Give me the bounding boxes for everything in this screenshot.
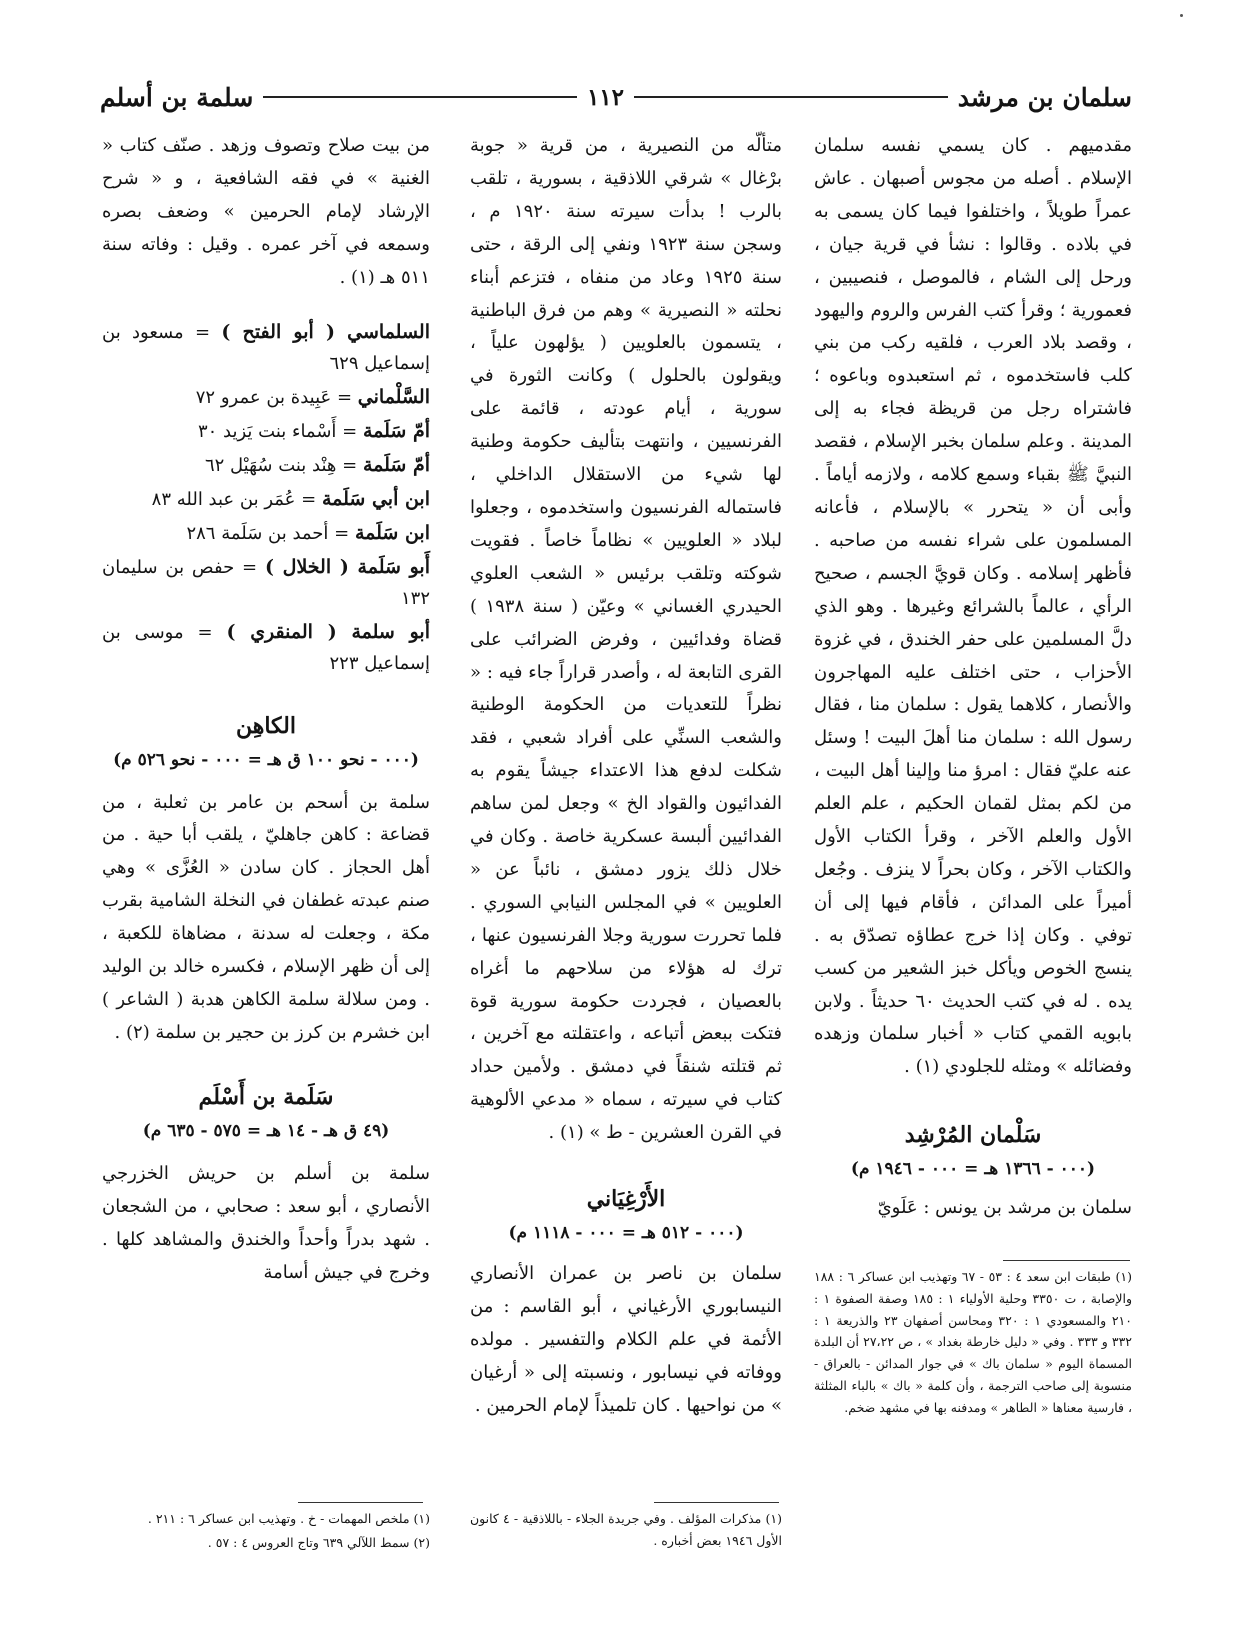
entry-title-kahin: الكاهِن <box>235 712 297 739</box>
cross-reference-name: السلماسي ( أبو الفتح ) <box>221 320 430 343</box>
footnote-rule-left <box>298 1502 423 1503</box>
cross-reference-name: أَبو سَلَمة ( الخلال ) <box>264 555 430 578</box>
cross-reference-item <box>102 450 430 481</box>
footnote-left-1: (١) ملخص المهمات - خ . وتهذيب ابن عساكر ٦ : ٢١١ . <box>147 1511 430 1526</box>
cross-reference-item <box>102 416 430 447</box>
entry-text-salama-ibn-aslam: سلمة بن أسلم بن حريش الخزرجي الأنصاري ، أبو سعد : صحابي ، من الشجعان . شهد بدراً وأحداً والخندق والمشاهد كلها . وخرج في جيش أسامة <box>102 1162 430 1283</box>
salman-murshid-continued-text: متألّه من النصيرية ، من قرية « جوبة برْغال » شرقي اللاذقية ، بسورية ، تلقب بالرب ! بدأت سيرته سنة ١٩٢٠ م ، وسجن سنة ١٩٢٣ ونفي إلى الرقة ، حتى سنة ١٩٢٥ وعاد من منفاه ، فتزعم أبناء نحلته « النصيرية » وهم من فرق الباطنية ، يتسمون بالعلويين ( يؤلهون علياً ، ويقولون بالحلول ) وكانت الثورة في سورية ، أيام عودته ، قائمة على الفرنسيين ، وانتهت بتأليف حكومة وطنية لها شيء من الاستقلال الداخلي ، فاستماله الفرنسيون واستخدموه ، وجعلوا لبلاد « العلويين » نظاماً خاصاً . فقويت شوكته وتلقب برئيس « الشعب العلوي الحيدري الغساني » وعيّن ( سنة ١٩٣٨ ) قضاة وفدائيين ، وفرض الضرائب على القرى التابعة له ، وأصدر قراراً جاء فيه : « نظراً للتعديات من الحكومة الوطنية والشعب السنِّي على أفراد شعبي ، فقد شكلت لدفع هذا الاعتداء جيشاً يقوم به الفدائيون والقواد الخ » وجعل لمن ساهم الفدائيين ألبسة عسكرية خاصة . وكان في خلال ذلك يزور دمشق ، نائباً عن « العلويين » في المجلس النيابي السوري . فلما تحررت سورية وجلا الفرنسيون عنها ، ترك له هؤلاء من سلاحهم ما أغراه بالعصيان ، فجردت حكومة سورية قوة فتكت ببعض أتباعه ، واعتقلته مع آخرين ، ثم قتلته شنقاً في دمشق . ولأمين حداد كتاب في سيرته ، سماه « مدعي الألوهية في القرن العشرين - ط » (١) . <box>470 135 783 1144</box>
entry-title-arghiyani: الأَرْغِيَاني <box>586 1186 666 1213</box>
cross-reference-list <box>102 317 430 679</box>
page-speck <box>1180 14 1183 17</box>
header-right-title: سلمان بن مرشد <box>957 82 1132 112</box>
cross-reference-name: أبو سلمة ( المنقري ) <box>226 620 430 643</box>
salman-farisi-entry-text: مقدميهم . كان يسمي نفسه سلمان الإسلام . أصله من مجوس أصبهان . عاش عمراً طويلاً ، واختلفوا فيما كان يسمى به في بلاده . وقالوا : نشأ في قرية جيان ، ورحل إلى الشام ، فالموصل ، فنصيبين ، فعمورية ؛ وقرأ كتب الفرس والروم واليهود ، وقصد بلاد العرب ، فلقيه ركب من بني كلب فاستخدموه ، ثم استعبدوه وباعوه ؛ فاشتراه رجل من قريظة فجاء به إلى المدينة . وعلم سلمان بخبر الإسلام ، فقصد النبيَّ ﷺ بقباء وسمع كلامه ، ولازمه أياماً . وأبى أن « يتحرر » بالإسلام ، فأعانه المسلمون على شراء نفسه من صاحبه . فأظهر إسلامه . وكان قويَّ الجسم ، صحيح الرأي ، عالماً بالشرائع وغيرها . وهو الذي دلَّ المسلمين على حفر الخندق ، في غزوة الأحزاب ، حتى اختلف عليه المهاجرون والأنصار ، كلاهما يقول : سلمان منا ، فقال رسول الله : سلمان منا أهلَ البيت ! وسئل عنه عليّ فقال : امرؤ منا وإلينا أهل البيت ، من لكم بمثل لقمان الحكيم ، علم العلم الأول والعلم الآخر ، وقرأ الكتاب الأول والكتاب الآخر ، وكان بحراً لا ينزف . وجُعل أميراً على المدائن ، فأقام فيها إلى أن توفي . وكان إذا خرج عطاؤه تصدّق به . ينسج الخوص ويأكل خبز الشعير من كسب يده . له في كتب الحديث ٦٠ حديثاً . ولابن بابويه القمي كتاب « أخبار سلمان وزهده وفضائله » ومثله للجلودي (١) . <box>814 135 1132 1078</box>
cross-reference-name: السَّلْماني <box>357 385 430 408</box>
cross-reference-item <box>102 382 430 413</box>
cross-reference-target: = موسى بن إسماعيل ٢٢٣ <box>102 621 430 674</box>
column-left <box>102 130 430 1638</box>
footnote-left-2: (٢) سمط اللآلي ٦٣٩ وتاج العروس ٤ : ٥٧ . <box>207 1535 430 1550</box>
footnote-rule-middle <box>654 1502 779 1503</box>
cross-reference-item <box>102 518 430 549</box>
footnote-middle: (١) مذكرات المؤلف . وفي جريدة الجلاء - باللاذقية - ٤ كانون الأول ١٩٤٦ بعض أخباره . <box>470 1511 782 1548</box>
cross-reference-target: = أحمد بن سَلَمة ٢٨٦ <box>186 522 350 544</box>
cross-reference-target: = أَسْماء بنت يَزيد ٣٠ <box>197 420 358 442</box>
column-middle <box>470 130 782 1638</box>
cross-reference-item <box>102 552 430 614</box>
cross-reference-name: ابن سَلَمة <box>354 521 430 544</box>
cross-reference-target: = عَبِيدة بن عمرو ٧٢ <box>195 386 353 408</box>
cross-reference-name: أمّ سَلَمة <box>362 453 430 476</box>
entry-title-salama-ibn-aslam: سَلَمة بن أَسْلَم <box>198 1083 334 1110</box>
page-number: ١١٢ <box>586 83 625 111</box>
header-left-title: سلمة بن أسلم <box>99 82 254 112</box>
cross-reference-target: = هِنْد بنت سُهَيْل ٦٢ <box>204 454 358 476</box>
cross-reference-item <box>102 317 430 379</box>
cross-reference-name: أمّ سَلَمة <box>362 419 430 442</box>
entry-text-kahin: سلمة بن أسحم بن عامر بن ثعلبة ، من قضاعة : كاهن جاهليّ ، يلقب أبا حية . من أهل الحجاز . كان سادن « العُزَّى » وهي صنم عبدته غطفان في النخلة الشامية بقرب مكة ، وجعلت له سدنة ، مضاهاة للكعبة ، إلى أن ظهر الإسلام ، فكسره خالد بن الوليد . ومن سلالة سلمة الكاهن هدبة ( الشاعر ) ابن خشرم بن كرز بن حجير بن سلمة (٢) . <box>102 791 430 1043</box>
cross-reference-item <box>102 617 430 679</box>
arghiyani-continued-text: من بيت صلاح وتصوف وزهد . صنّف كتاب « الغنية » في فقه الشافعية ، و « شرح الإرشاد لإمام الحرمين » وضعف بصره وسمعه في آخر عمره . وقيل : وفاته سنة ٥١١ هـ (١) . <box>102 135 430 288</box>
cross-reference-target: = عُمَر بن عبد الله ٨٣ <box>151 488 317 510</box>
cross-reference-name: ابن أبي سَلَمة <box>321 487 430 510</box>
entry-dates-salama-ibn-aslam: (٤٩ ق هـ - ١٤ هـ = ٥٧٥ - ٦٣٥ م) <box>142 1120 390 1141</box>
entry-dates-salman-murshid: (٠٠٠ - ١٣٦٦ هـ = ٠٠٠ - ١٩٤٦ م) <box>850 1159 1096 1180</box>
entry-title-salman-murshid: سَلْمان المُرْشِد <box>904 1122 1042 1149</box>
cross-reference-item <box>102 484 430 515</box>
entry-dates-arghiyani: (٠٠٠ - ٥١٢ هـ = ٠٠٠ - ١١١٨ م) <box>508 1223 744 1244</box>
header-rule-left <box>263 96 577 98</box>
running-header <box>100 76 1132 118</box>
footnote-rule-right <box>1003 1260 1130 1261</box>
cross-reference-target: = حفص بن سليمان ١٣٢ <box>102 556 430 609</box>
footnote-right: (١) طبقات ابن سعد ٤ : ٥٣ - ٦٧ وتهذيب ابن عساكر ٦ : ١٨٨ والإصابة ، ت ٣٣٥٠ وحلية الأولياء ١ : ١٨٥ وصفة الصفوة ١ : ٢١٠ والمسعودي ١ : ٣٢٠ ومحاسن أصفهان ٢٣ والذريعة ١ : ٣٣٢ و ٣٣٣ . وفي « دليل خارطة بغداد » ، ص ٢٧،٢٢ أن البلدة المسماة اليوم « سلمان باك » في جوار المدائن - بالعراق - منسوبة إلى صاحب الترجمة ، وأن كلمة « باك » بالباء المثلثة ، فارسية معناها « الطاهر » ومدفنه بها في مشهد ضخم. <box>814 1269 1133 1415</box>
header-rule-right <box>634 96 948 98</box>
cross-reference-target: = مسعود بن إسماعيل ٦٢٩ <box>102 321 430 374</box>
entry-text-salman-murshid: سلمان بن مرشد بن يونس : عَلَويّ <box>877 1197 1132 1219</box>
entry-dates-kahin: (٠٠٠ - نحو ١٠٠ ق هـ = ٠٠٠ - نحو ٥٢٦ م) <box>113 749 419 770</box>
entry-text-arghiyani: سلمان بن ناصر بن عمران الأنصاري النيسابوري الأرغياني ، أبو القاسم : من الأئمة في علم الكلام والتفسير . مولده ووفاته في نيسابور ، ونسبته إلى « أرغيان » من نواحيها . كان تلميذاً لإمام الحرمين . <box>470 1263 782 1416</box>
